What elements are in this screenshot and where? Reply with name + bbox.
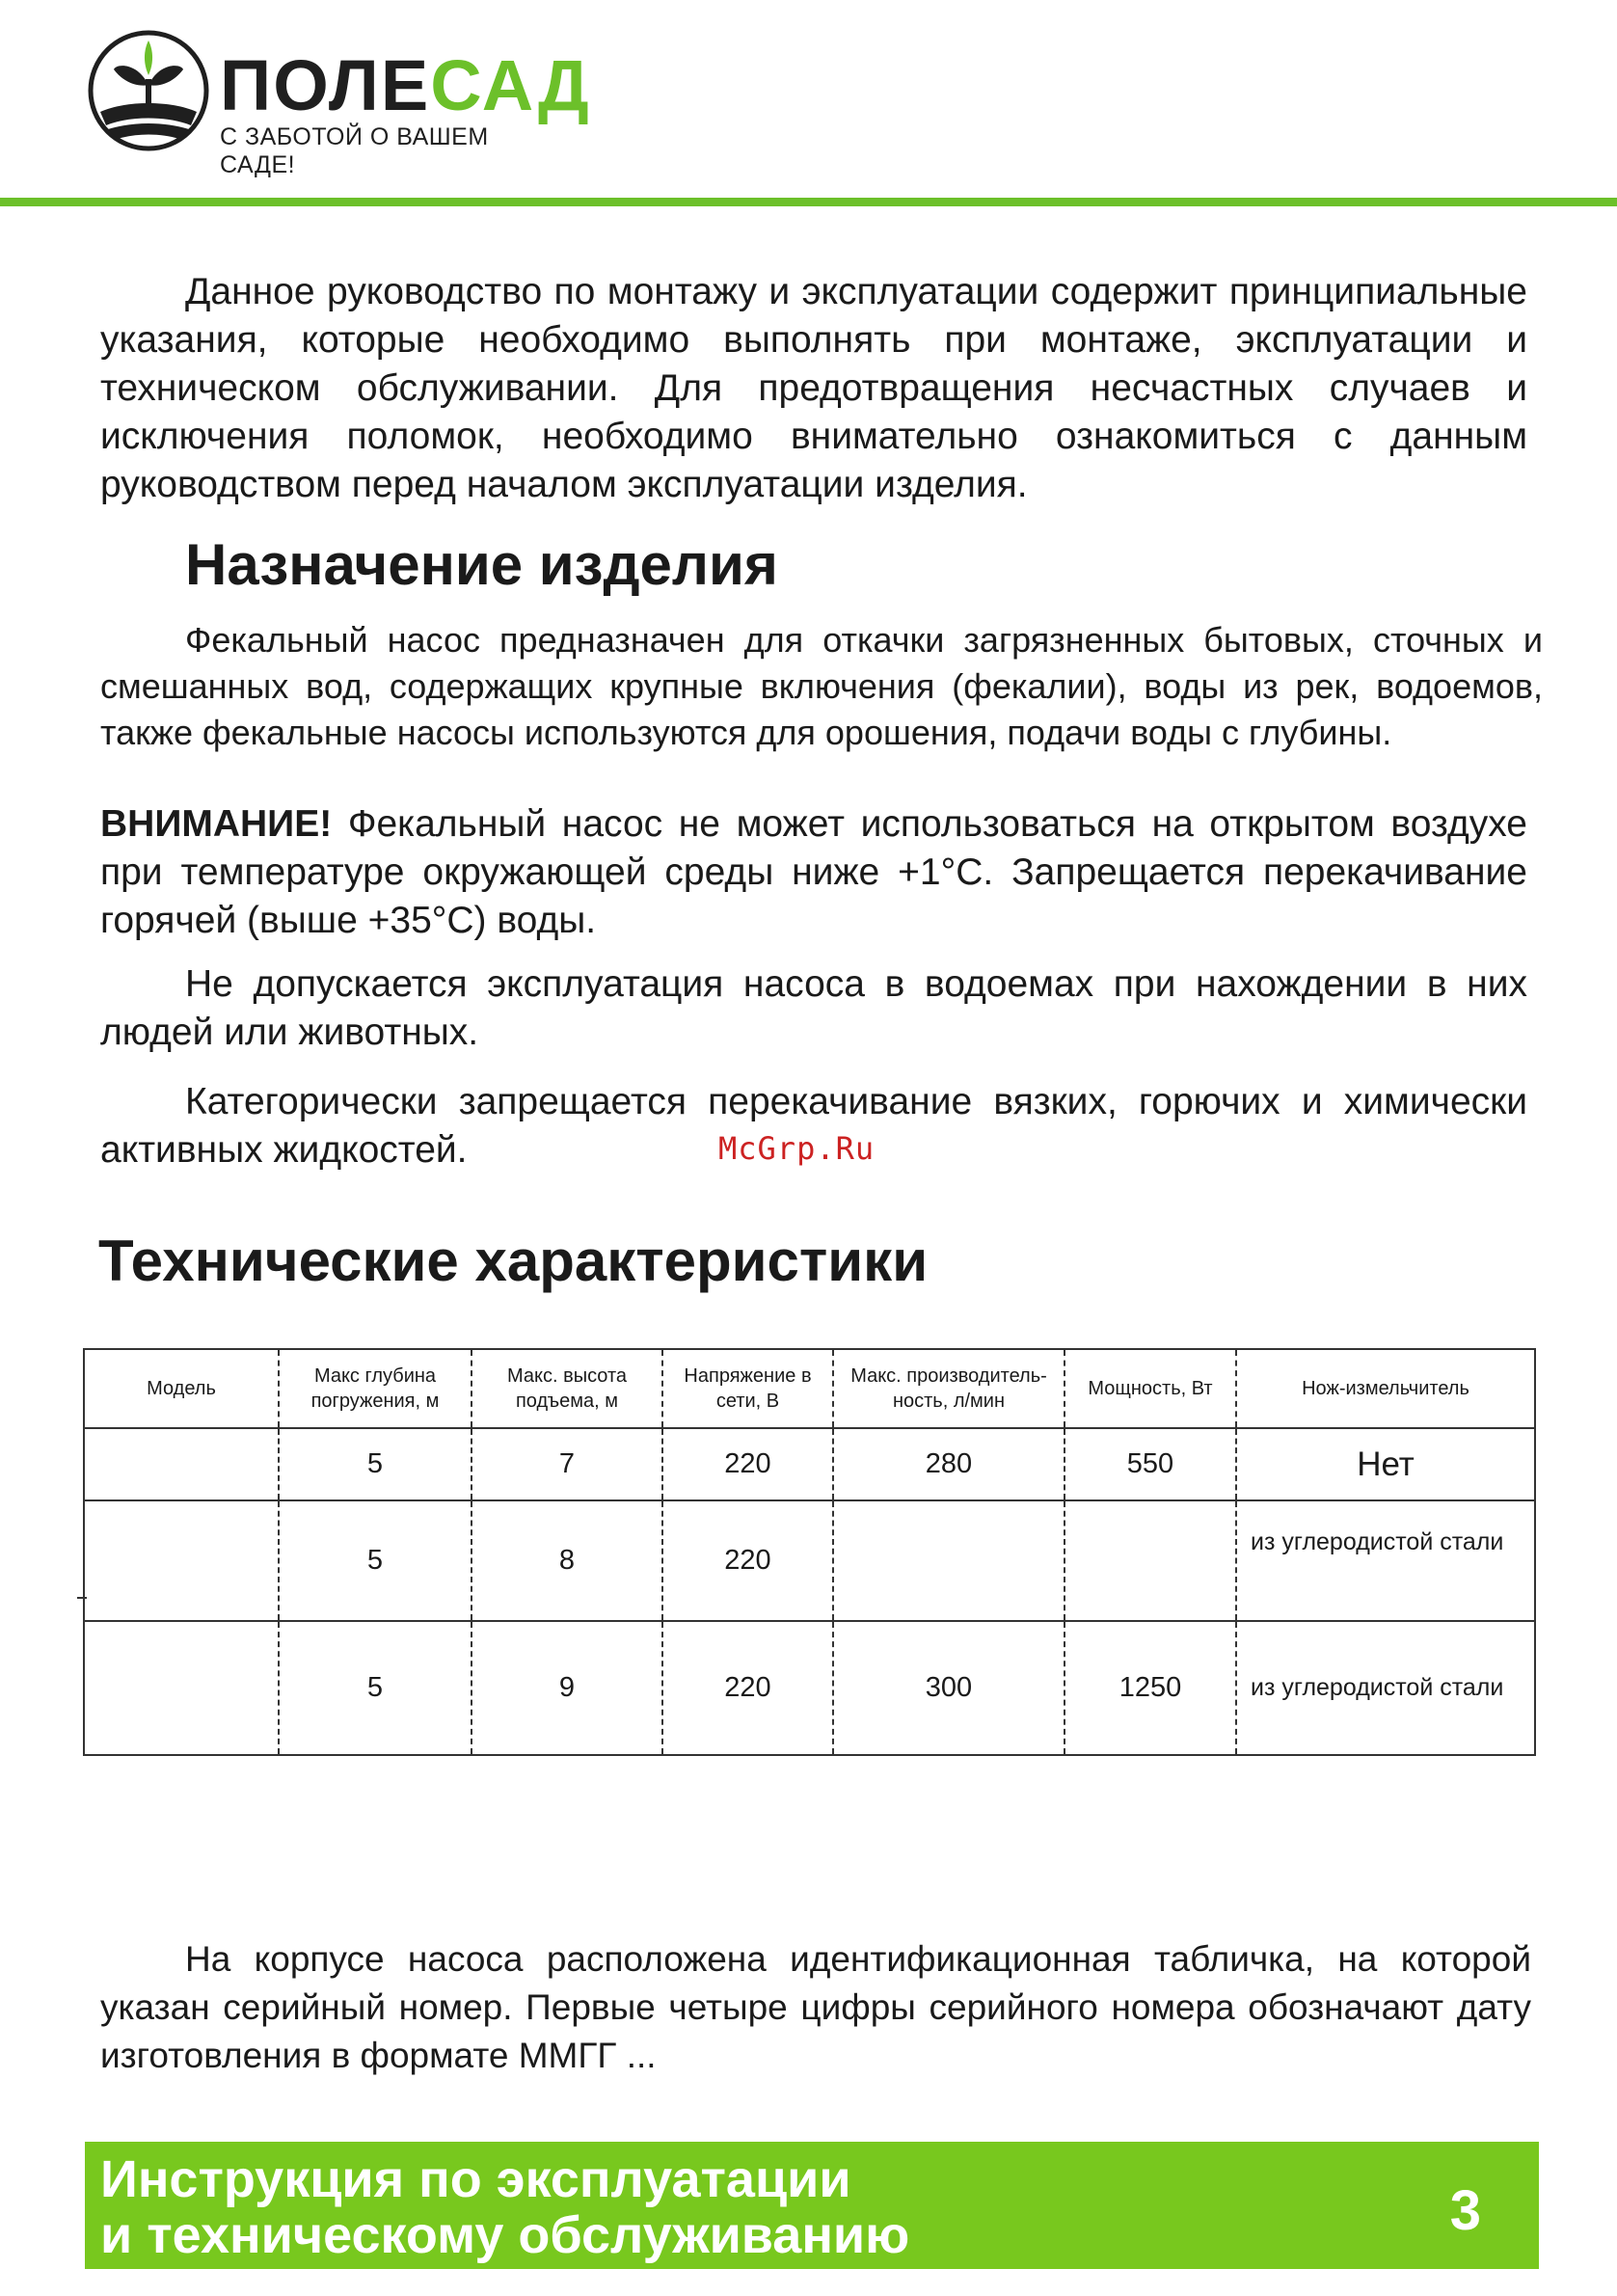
warning-text: Фекальный насос не может использоваться на открытом воздухе при температуре окружающей среды ниже +1°С. Запрещается перекачивание горячей (выше +35°С) воды. [100,803,1527,941]
table-cell: из углеродистой стали [1236,1500,1535,1621]
page-number: 3 [1449,2179,1481,2242]
table-cell: 220 [662,1621,833,1755]
brand-name-part2: САД [430,45,591,125]
table-header-row [84,1349,1535,1428]
table-header-cell: Макс. производитель-ность, л/мин [833,1349,1065,1428]
warning-label: ВНИМАНИЕ! [100,803,333,845]
footer-banner [85,2142,1539,2269]
footer-title-line2: и техническому обслуживанию [100,2206,910,2264]
table-cell [833,1500,1065,1621]
brand-name-part1: ПОЛЕ [220,45,431,125]
warning-paragraph [100,800,1527,945]
table-cell [84,1428,279,1500]
sprout-logo-icon [87,29,210,152]
purpose-paragraph: Фекальный насос предназначен для откачки загрязненных бытовых, сточных и смешанных вод, содержащих крупные включения (фекалии), воды из рек, водоемов, также фекальные насосы используются для орошения, подачи воды с глубины. [100,620,1543,752]
table-cell: 9 [472,1621,662,1755]
table-cell [84,1500,279,1621]
table-header-cell: Напряжение в сети, В [662,1349,833,1428]
table-cell [84,1621,279,1755]
serial-number-paragraph: На корпусе насоса расположена идентификационная табличка, на которой указан серийный номер. Первые четыре цифры серийного номера обозначают дату изготовления в формате ММГГ ... [100,1939,1531,2075]
table-header-cell: Мощность, Вт [1065,1349,1236,1428]
table-header-cell: Макс глубина погружения, м [279,1349,472,1428]
footer-title-line1: Инструкция по эксплуатации [100,2150,851,2208]
table-header-cell: Макс. высота подъема, м [472,1349,662,1428]
table-cell: 5 [279,1500,472,1621]
table-cell: 220 [662,1500,833,1621]
table-cell: 5 [279,1621,472,1755]
table-cell: 550 [1065,1428,1236,1500]
table-header-cell: Нож-измельчитель [1236,1349,1535,1428]
table-divider-mark [77,1597,87,1599]
brand-name [220,45,591,125]
purpose-heading: Назначение изделия [185,532,778,597]
table-row [84,1621,1535,1755]
table-cell: 220 [662,1428,833,1500]
specs-heading: Технические характеристики [98,1229,929,1293]
table-cell: 8 [472,1500,662,1621]
table-cell [1065,1500,1236,1621]
table-cell: из углеродистой стали [1236,1621,1535,1755]
header-divider [0,198,1617,206]
footer-title [100,2151,909,2263]
table-cell: 300 [833,1621,1065,1755]
note-forbidden-liquids: Категорически запрещается перекачивание вязких, горючих и химически активных жидкостей. [100,1081,1527,1171]
brand-tagline: С ЗАБОТОЙ О ВАШЕМ САДЕ! [220,123,489,178]
brand-logo [87,29,591,178]
table-row [84,1500,1535,1621]
specs-table [83,1348,1536,1756]
table-cell: 1250 [1065,1621,1236,1755]
watermark: McGrp.Ru [718,1130,876,1167]
table-cell: 7 [472,1428,662,1500]
table-cell: 5 [279,1428,472,1500]
table-cell: Нет [1236,1428,1535,1500]
intro-paragraph: Данное руководство по монтажу и эксплуатации содержит принципиальные указания, которые необходимо выполнять при монтаже, эксплуатации и техническом обслуживании. Для предотвращения несчастных случаев и исключения поломок, необходимо внимательно ознакомиться с данным руководством перед началом эксплуатации изделия. [100,271,1527,505]
note-people-animals: Не допускается эксплуатация насоса в водоемах при нахождении в них людей или животных. [100,963,1527,1053]
table-header-cell: Модель [84,1349,279,1428]
table-cell: 280 [833,1428,1065,1500]
table-row [84,1428,1535,1500]
